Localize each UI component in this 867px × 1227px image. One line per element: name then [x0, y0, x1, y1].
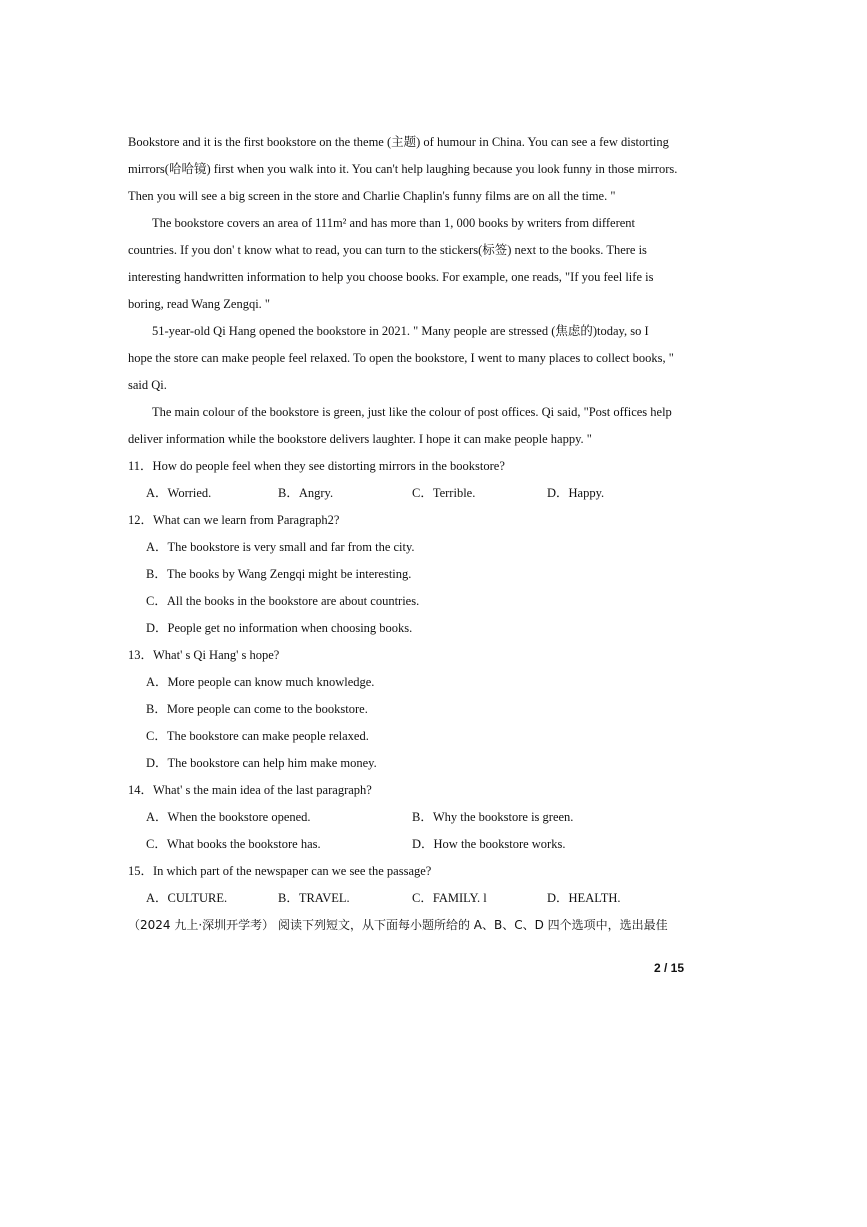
- question-14-option-b[interactable]: B．Why the bookstore is green.: [412, 810, 574, 824]
- question-12-stem: 12．What can we learn from Paragraph2?: [128, 513, 340, 527]
- question-14-stem: 14．What' s the main idea of the last paragraph?: [128, 783, 372, 797]
- question-14-option-c[interactable]: C．What books the bookstore has.: [146, 837, 321, 851]
- question-13-option-a[interactable]: A．More people can know much knowledge.: [146, 675, 375, 689]
- question-15-stem: 15．In which part of the newspaper can we see the passage?: [128, 864, 432, 878]
- question-12-option-a[interactable]: A．The bookstore is very small and far from the city.: [146, 540, 415, 554]
- question-15-option-d[interactable]: D．HEALTH.: [547, 891, 621, 905]
- passage-line: said Qi.: [128, 378, 167, 392]
- question-12-option-b[interactable]: B．The books by Wang Zengqi might be interesting.: [146, 567, 412, 581]
- passage-line: interesting handwritten information to help you choose books. For example, one reads, "If you feel life is: [128, 270, 654, 284]
- question-13-option-b[interactable]: B．More people can come to the bookstore.: [146, 702, 368, 716]
- question-11-option-d[interactable]: D．Happy.: [547, 486, 605, 500]
- question-11-option-b[interactable]: B．Angry.: [278, 486, 334, 500]
- passage-line: hope the store can make people feel relaxed. To open the bookstore, I went to many places to collect books, ": [128, 351, 674, 365]
- passage-line: 51-year-old Qi Hang opened the bookstore in 2021. " Many people are stressed (焦虑的)today, so I: [152, 324, 649, 338]
- passage-line: mirrors(哈哈镜) first when you walk into it. You can't help laughing because you look funny in those mirrors.: [128, 162, 678, 176]
- question-11-option-c[interactable]: C．Terrible.: [412, 486, 476, 500]
- question-12-option-d[interactable]: D．People get no information when choosing books.: [146, 621, 413, 635]
- question-14-option-d[interactable]: D．How the bookstore works.: [412, 837, 566, 851]
- next-section-instruction: （2024 九上·深圳开学考） 阅读下列短文，从下面每小题所给的 A、B、C、D 四个选项中，选出最佳: [128, 918, 668, 932]
- passage-line: Bookstore and it is the first bookstore on the theme (主题) of humour in China. You can see a few distorting: [128, 135, 669, 149]
- question-15-option-c[interactable]: C．FAMILY. l: [412, 891, 487, 905]
- question-12-option-c[interactable]: C．All the books in the bookstore are about countries.: [146, 594, 420, 608]
- question-13-option-d[interactable]: D．The bookstore can help him make money.: [146, 756, 377, 770]
- page-number: 2 / 15: [653, 961, 684, 975]
- passage-line: deliver information while the bookstore delivers laughter. I hope it can make people happy. ": [128, 432, 592, 446]
- passage-line: The bookstore covers an area of 111m² and has more than 1, 000 books by writers from different: [152, 216, 636, 230]
- question-11-stem: 11．How do people feel when they see distorting mirrors in the bookstore?: [128, 459, 505, 473]
- question-14-option-a[interactable]: A．When the bookstore opened.: [146, 810, 311, 824]
- passage-line: countries. If you don' t know what to read, you can turn to the stickers(标签) next to the books. There is: [128, 243, 647, 257]
- passage-line: The main colour of the bookstore is green, just like the colour of post offices. Qi said, "Post offices help: [152, 405, 672, 419]
- question-13-option-c[interactable]: C．The bookstore can make people relaxed.: [146, 729, 369, 743]
- question-11-option-a[interactable]: A．Worried.: [146, 486, 212, 500]
- passage-line: Then you will see a big screen in the store and Charlie Chaplin's funny films are on all the time. ": [128, 189, 616, 203]
- passage-line: boring, read Wang Zengqi. ": [128, 297, 271, 311]
- question-15-option-b[interactable]: B．TRAVEL.: [278, 891, 350, 905]
- question-13-stem: 13．What' s Qi Hang' s hope?: [128, 648, 280, 662]
- question-15-option-a[interactable]: A．CULTURE.: [146, 891, 228, 905]
